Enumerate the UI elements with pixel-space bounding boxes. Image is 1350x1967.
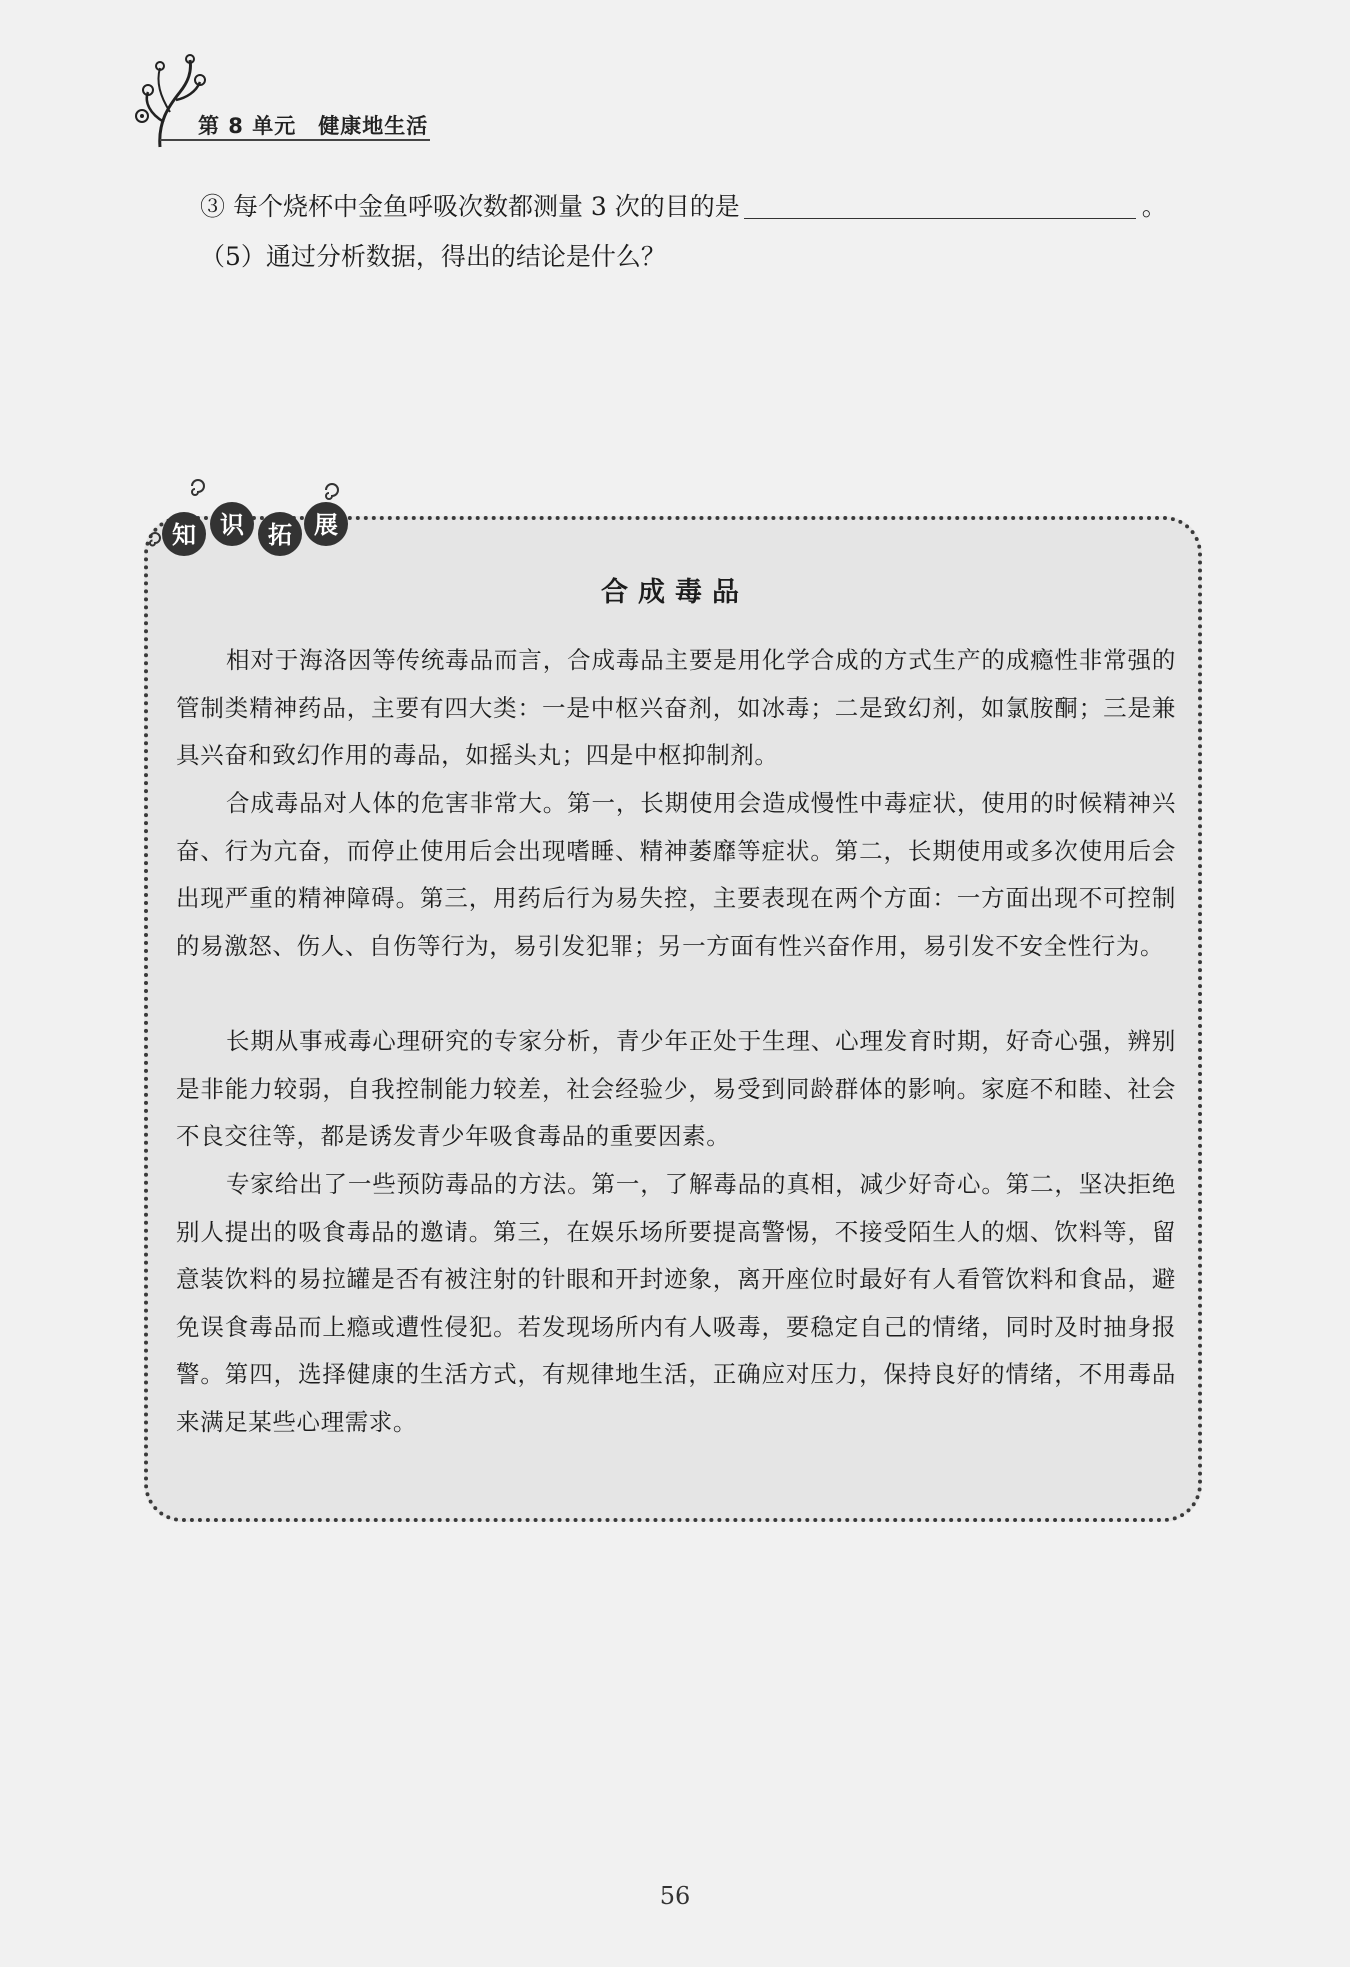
badge-char-2: 识 — [220, 511, 244, 539]
article-paragraph-4: 专家给出了一些预防毒品的方法。第一，了解毒品的真相，减少好奇心。第二，坚决拒绝别人提出的吸食毒品的邀请。第三，在娱乐场所要提高警惕，不接受陌生人的烟、饮料等，留意装饮料的易拉罐是否有被注射的针眼和开封迹象，离开座位时最好有人看管饮料和食品，避免误食毒品而上瘾或遭性侵犯。若发现场所内有人吸毒，要稳定自己的情绪，同时及时抽身报警。第四，选择健康的生活方式，有规律地生活，正确应对压力，保持良好的情绪，不用毒品来满足某些心理需求。 — [176, 1170, 1176, 1436]
badge-char-1: 知 — [172, 521, 196, 549]
article-title: 合成毒品 — [601, 577, 749, 608]
question-5: （5）通过分析数据，得出的结论是什么？ — [200, 242, 666, 271]
header-rule — [160, 139, 430, 141]
unit-label: 第 8 单元 — [198, 114, 297, 138]
badge-char-3: 拓 — [268, 521, 292, 549]
answer-blank[interactable] — [744, 192, 1136, 219]
badge-char-4: 展 — [314, 511, 338, 539]
article-paragraph-3: 长期从事戒毒心理研究的专家分析，青少年正处于生理、心理发育时期，好奇心强，辨别是非能力较弱，自我控制能力较差，社会经验少，易受到同龄群体的影响。家庭不和睦、社会不良交往等，都是诱发青少年吸食毒品的重要因素。 — [176, 1027, 1176, 1150]
unit-header — [198, 110, 428, 140]
unit-title: 健康地生活 — [318, 114, 429, 138]
article-paragraph-2: 合成毒品对人体的危害非常大。第一，长期使用会造成慢性中毒症状，使用的时候精神兴奋、行为亢奋，而停止使用后会出现嗜睡、精神萎靡等症状。第二，长期使用或多次使用后会出现严重的精神障碍。第三，用药后行为易失控，主要表现在两个方面：一方面出现不可控制的易激怒、伤人、自伤等行为，易引发犯罪；另一方面有性兴奋作用，易引发不安全性行为。 — [176, 789, 1176, 960]
question-3-text: ③ 每个烧杯中金鱼呼吸次数都测量 3 次的目的是 — [200, 192, 740, 221]
article-paragraph-1: 相对于海洛因等传统毒品而言，合成毒品主要是用化学合成的方式生产的成瘾性非常强的管制类精神药品，主要有四大类：一是中枢兴奋剂，如冰毒；二是致幻剂，如氯胺酮；三是兼具兴奋和致幻作用的毒品，如摇头丸；四是中枢抑制剂。 — [176, 646, 1176, 769]
knowledge-extension-badge — [140, 472, 350, 572]
question-3 — [200, 187, 1167, 223]
question-3-end: 。 — [1141, 192, 1167, 221]
page-number: 56 — [659, 1882, 691, 1910]
